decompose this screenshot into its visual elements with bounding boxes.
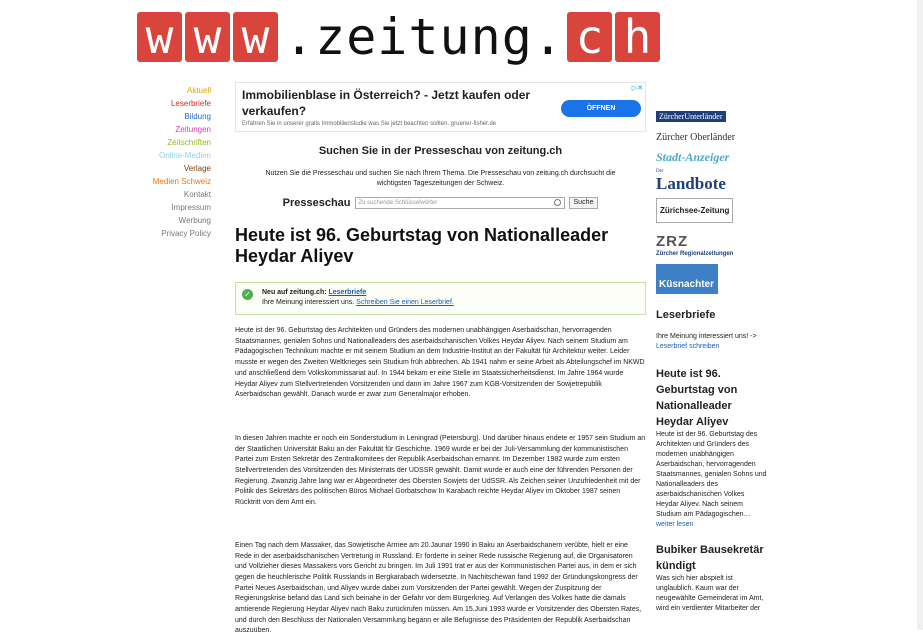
logo-letter-box: c: [567, 12, 612, 62]
notice-text: Ihre Meinung interessiert uns.: [262, 299, 357, 306]
clear-icon[interactable]: [554, 199, 561, 206]
article-paragraph: Einen Tag nach dem Massaker, das Sowjetische Armee am 20.Jaunar 1990 in Baku an Aserbaidschanern verübte, hielt er eine Rede in der aserbaidschanischen Vertretung in Russland. Er forderte in seiner Rede russische Regierung auf, die Organisatoren und Vollzieher dieses Massakers vors Gericht zu bringen. Im Juli 1991 trat er aus der Kommunistischen Partei aus, in dem er sich gegen die heuchlerische Politik Russlands in Bergkarabach widersetzte. In Nachitschewan fand 1992 der Gründungskongress der Partei Neues Aserbaidschan, und Aliyev wurde dabei zum Vorsitzenden der Partei gewählt. Wegen der Zuspitzung der Regierungskrise befand das Land sich beinahe in der Gefahr vor dem Bürgerkrieg. Auf Verlangen des Volkes hatte die damals amtierende Regierung Heydar Aliyev nach Baku zurückrufen müssen. Am 15.Juni 1993 wurde er Vorsitzender des Obersten Rates, und durch den Beschluss der Nationalen Versammlung begann er alle Befugnisse des Präsidenten der Republik Aserbaidschan auszuüben.: [235, 541, 642, 635]
ad-title[interactable]: Immobilienblase in Österreich? - Jetzt kaufen oder verkaufen?: [242, 88, 531, 118]
sidebar-article-excerpt: Was sich hier abspielt ist unglaublich. Kaum war der neugewählte Gemeinderat im Amt, wird ein verdienter Mitarbeiter der: [656, 575, 764, 612]
sidebar-article-title[interactable]: Heute ist 96. Geburtstag von Nationalleader Heydar Aliyev: [656, 368, 738, 428]
advertisement-banner[interactable]: [235, 82, 646, 132]
search-heading: Suchen Sie in der Presseschau von zeitung.ch: [318, 145, 563, 157]
article-headline: Heute ist 96. Geburtstag von Nationalleader Heydar Aliyev: [235, 225, 609, 266]
leserbrief-schreiben-link[interactable]: Leserbrief schreiben: [656, 343, 720, 350]
logo-letter-box: w: [233, 12, 278, 62]
site-logo[interactable]: [137, 8, 663, 66]
right-sidebar: [656, 106, 768, 614]
logo-letter-box: w: [185, 12, 230, 62]
newspaper-logo-stadt-anzeiger[interactable]: Stadt-Anzeiger: [656, 150, 730, 164]
nav-leserbriefe[interactable]: Leserbriefe: [170, 99, 211, 108]
write-letter-link[interactable]: Schreiben Sie einen Leserbrief.: [356, 299, 454, 306]
ad-open-button[interactable]: ÖFFNEN: [561, 100, 641, 117]
search-label: Presseschau: [282, 197, 351, 209]
article-paragraph: Heute ist der 96. Geburtstag des Architekten und Gründers des modernen unabhängigen Aserbaidschan, hervorragenden Staatsmannes, genialen Sohns und Nationalleaders des aserbaidschanischen Volkes Heydar Aliyev. Nach seinem Studium am Pädagogischen Technikum machte er mit seinem Studium an dem Industrie-Institut an der Fakultät für Architektur weiter. Leider musste er wegen des Zweiten Weltkrieges sein Studium früh abbrechen. Ab 1941 nahm er seine Arbeit als Abteilungschef im NKWD und anschließend dem Volkskommissariat auf. In 1944 bekam er eine Stelle im Staatssicherheitsdienst. Im Jahre 1964 wurde Heydar Aliyev zum Stellvertretenden Vorsitzenden und dann im Jahre 1967 zum KGB-Vorsitzenden der Sowjetrepublik Aserbaidschan gewählt. Danach wurde er zwar zum Generalmajor erhoben.: [235, 327, 645, 399]
ad-choices-icon[interactable]: ▷✕: [631, 85, 643, 92]
search-button[interactable]: Suche: [569, 197, 599, 209]
sidebar-article-title[interactable]: Bubiker Bausekretär kündigt: [656, 544, 764, 572]
search-description: Nutzen Sie die Presseschau und suchen Sie nach Ihrem Thema. Die Presseschau von zeitung.ch durchsucht die wichtigsten Tageszeitungen der Schweiz.: [265, 170, 616, 187]
newspaper-logo-zrz[interactable]: ZRZ Zürcher Regionalzeitungen: [656, 233, 734, 257]
nav-bildung[interactable]: Bildung: [184, 112, 211, 121]
nav-verlage[interactable]: Verlage: [183, 164, 211, 173]
search-form: [235, 197, 646, 209]
newspaper-logo-kuesnachter[interactable]: Küsnachter: [656, 264, 768, 296]
main-content: [235, 82, 646, 637]
logo-text: .zeitung.: [284, 8, 564, 66]
newspaper-logo-zuercher-unterlaender[interactable]: ZürcherUnterländer: [656, 106, 768, 122]
search-input[interactable]: [355, 197, 565, 209]
page-scrollbar[interactable]: [917, 0, 923, 630]
newspaper-logo-landbote[interactable]: Der Landbote: [656, 169, 726, 193]
newspaper-logo-zuercher-oberlaender[interactable]: Zürcher Oberländer: [656, 132, 736, 143]
logo-letter-box: h: [615, 12, 660, 62]
article-paragraph: In diesen Jahren machte er noch ein Sonderstudium in Leningrad (Petersburg). Und darüber hinaus endete er 1957 sein Studium an der Staatlichen Universität Baku an der Fakultät für Geschichte. 1969 wurde er bei der Juli-Versammlung der kommunistischen Partei zum Ersten Sekretär des Zentralkomitees der Republik Aserbaidschan ernannt. Im Dezember 1982 wurde zum ersten Stellvertretenden des Vorsitzenden des Ministerrats der UDSSR gewählt. Damit wurde er auch eine der führenden Personen der Regierung. Zwanzig Jahre lang war er Abgeordneter des Obersten Sowjets der UdSSR. Als Zeichen seiner Unzufriedenheit mit der Politik des Sekretärs des politischen Büros Michael Gorbatschow In Karabach reichte Heydar Aliyev im Oktober 1987 seinen Rücktritt von dem Amt ein.: [235, 434, 646, 507]
weiter-lesen-link[interactable]: weiter lesen: [656, 521, 694, 528]
notice-box: [235, 282, 646, 315]
nav-aktuell[interactable]: Aktuell: [186, 86, 211, 95]
sidebar-article-excerpt: Heute ist der 96. Geburtstag des Architekten und Gründers des modernen unabhängigen Aserbaidschan, hervorragenden Staatsmannes, genialen Sohns und Nationalleaders des aserbaidschanischen Volkes Heydar Aliyev. Nach seinem Studium am Pädagogischen…: [656, 431, 767, 518]
leserbriefe-link[interactable]: Leserbriefe: [328, 289, 367, 296]
checkmark-icon: ✓: [242, 289, 253, 300]
article-body: [235, 326, 646, 637]
search-placeholder: Zu suchende Schlüsselwörter: [358, 200, 438, 206]
nav-kontakt[interactable]: Kontakt: [183, 190, 211, 199]
ad-subtitle: Erfahren Sie in unserer gratis Immobilienstudie was Sie jetzt beachten sollten. gruener-fisher.de: [242, 121, 497, 127]
logo-letter-box: w: [137, 12, 182, 62]
nav-impressum[interactable]: Impressum: [171, 203, 211, 212]
newspaper-logo-zuerichsee-zeitung[interactable]: Zürichsee-Zeitung: [656, 198, 768, 228]
notice-prefix: Neu auf zeitung.ch:: [262, 289, 329, 296]
left-navigation: [120, 84, 211, 240]
nav-werbung[interactable]: Werbung: [178, 216, 211, 225]
nav-online-medien[interactable]: Online-Medien: [158, 151, 211, 160]
leserbriefe-text: Ihre Meinung interessiert uns! ->: [656, 333, 757, 340]
nav-zeitschriften[interactable]: Zeitschriften: [167, 138, 211, 147]
leserbriefe-heading: Leserbriefe: [656, 309, 716, 321]
nav-medien-schweiz[interactable]: Medien Schweiz: [152, 177, 211, 186]
nav-zeitungen[interactable]: Zeitungen: [175, 125, 211, 134]
nav-privacy-policy[interactable]: Privacy Policy: [161, 229, 211, 238]
